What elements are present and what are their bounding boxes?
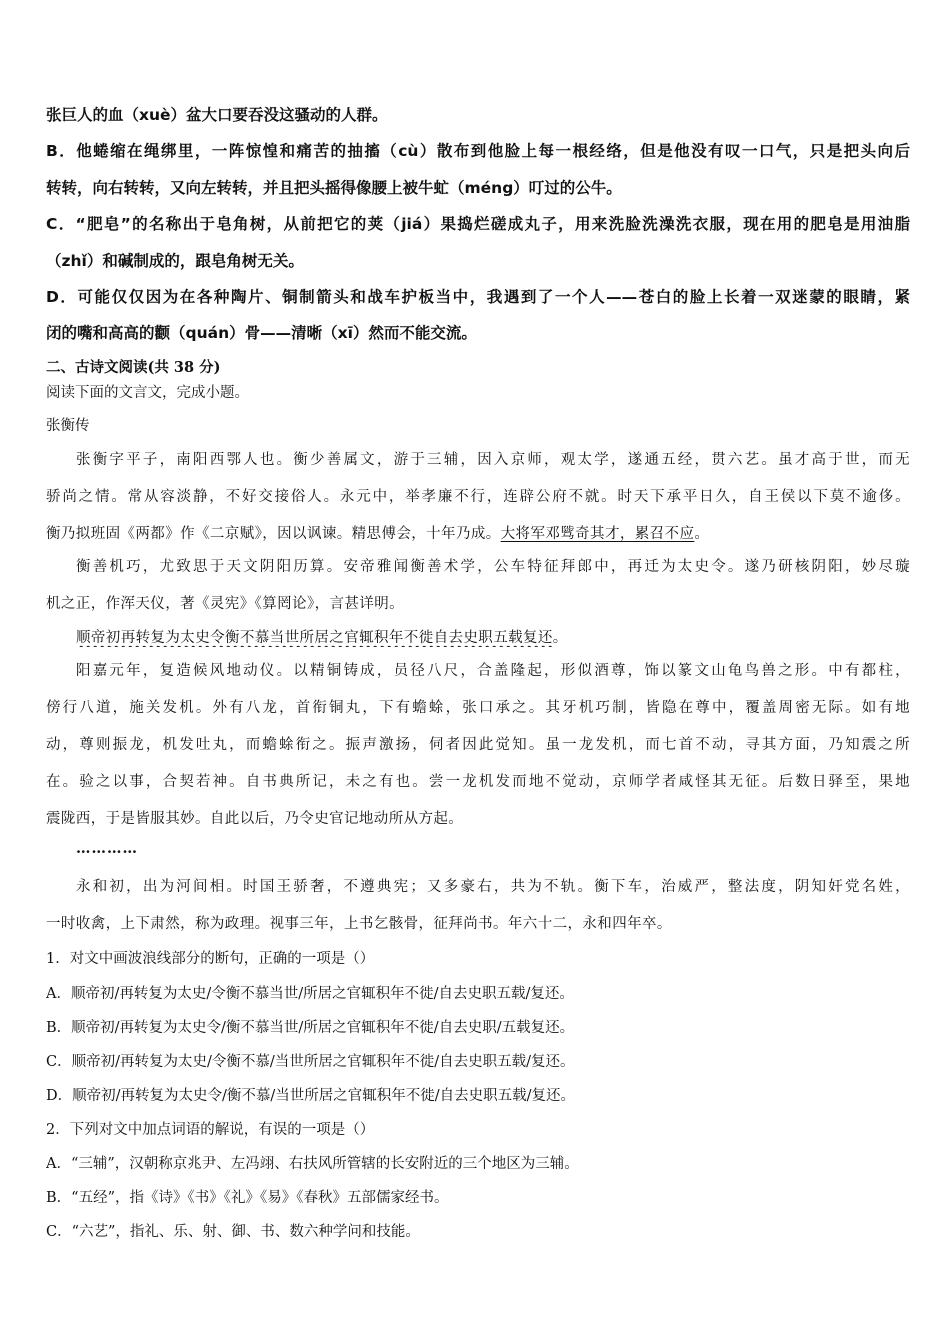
- option-c-line-1: C．“肥皂”的名称出于皂角树，从前把它的荚（jiá）果捣烂磋成丸子，用来洗脸洗澡洗衣服，现在用的肥皂是用油脂: [46, 215, 910, 233]
- passage-line: 在。验之以事，合契若神。自书典所记，未之有也。尝一龙机发而地不觉动，京师学者咸怪其无征。后数日驿至，果地: [46, 774, 910, 790]
- passage-text: 。: [694, 526, 710, 542]
- passage-title: 张衡传: [46, 418, 90, 434]
- passage-line: 衡善机巧，尤致思于天文阴阳历算。安帝雅闻衡善术学，公车特征拜郎中，再迁为太史令。遂乃研核阴阳，妙尽璇: [76, 559, 910, 575]
- wavy-underlined-sentence: 顺帝初再转复为太史令衡不慕当世所居之官辄积年不徙自去史职五载复还: [76, 630, 553, 646]
- question-2: 2．下列对文中加点词语的解说，有误的一项是（）: [46, 1122, 375, 1138]
- question-1: 1．对文中画波浪线部分的断句，正确的一项是（）: [46, 951, 375, 967]
- question-1-option-b[interactable]: B．顺帝初/再转复为太史令/衡不慕当世/所居之官辄积年不徙/自去史职/五载复还。: [46, 1020, 575, 1036]
- question-1-option-a[interactable]: A．顺帝初/再转复为太史/令衡不慕当世/所居之官辄积年不徙/自去史职五载/复还。: [46, 986, 574, 1002]
- question-1-option-d[interactable]: D．顺帝初/再转复为太史令/衡不慕/当世所居之官辄积年不徙/自去史职五载/复还。: [46, 1088, 576, 1104]
- option-d-line-2: 闭的嘴和高高的颧（quán）骨——清晰（xī）然而不能交流。: [46, 324, 477, 342]
- passage-line: 机之正，作浑天仪，著《灵宪》《算罔论》，言甚详明。: [46, 596, 404, 612]
- option-b-line-1: B．他蜷缩在绳绑里，一阵惊惶和痛苦的抽搐（cù）散布到他脸上每一根经络，但是他没有叹一口气，只是把头向后: [46, 142, 910, 160]
- option-b-line-2: 转转，向右转转，又向左转转，并且把头摇得像腰上被牛虻（méng）叮过的公牛。: [46, 179, 622, 197]
- passage-line: 一时收禽，上下肃然，称为政理。视事三年，上书乞骸骨，征拜尚书。年六十二，永和四年卒。: [46, 916, 672, 932]
- passage-line: 震陇西，于是皆服其妙。自此以后，乃令史官记地动所从方起。: [46, 811, 464, 827]
- option-c-line-2: （zhǐ）和碱制成的，跟皂角树无关。: [46, 252, 304, 270]
- ellipsis: …………: [76, 840, 138, 857]
- section-instruction: 阅读下面的文言文，完成小题。: [46, 385, 249, 401]
- passage-line: 动，尊则振龙，机发吐丸，而蟾蜍衔之。振声激扬，伺者因此觉知。虽一龙发机，而七首不动，寻其方面，乃知震之所: [46, 737, 910, 753]
- passage-text: 。: [552, 630, 568, 646]
- passage-line: [46, 522, 910, 543]
- question-1-option-c[interactable]: C．顺帝初/再转复为太史/令衡不慕/当世所居之官辄积年不徙/自去史职五载/复还。: [46, 1054, 575, 1070]
- underlined-sentence: 大将军邓骘奇其才，累召不应: [500, 526, 695, 542]
- passage-text: 衡乃拟班固《两都》作《二京赋》，因以讽谏。精思傅会，十年乃成。: [46, 526, 501, 542]
- passage-line: [76, 626, 910, 647]
- section-heading: 二、古诗文阅读(共 38 分): [46, 359, 221, 376]
- passage-line: 阳嘉元年，复造候风地动仪。以精铜铸成，员径八尺，合盖隆起，形似酒尊，饰以篆文山龟鸟兽之形。中有都柱，: [76, 663, 910, 679]
- question-2-option-b[interactable]: B．“五经”，指《诗》《书》《礼》《易》《春秋》五部儒家经书。: [46, 1190, 449, 1206]
- question-2-option-c[interactable]: C．“六艺”，指礼、乐、射、御、书、数六种学问和技能。: [46, 1224, 420, 1240]
- passage-line: 张衡字平子，南阳西鄂人也。衡少善属文，游于三辅，因入京师，观太学，遂通五经，贯六艺。虽才高于世，而无: [76, 452, 910, 468]
- question-2-option-a[interactable]: A．“三辅”，汉朝称京兆尹、左冯翊、右扶风所管辖的长安附近的三个地区为三辅。: [46, 1156, 579, 1172]
- passage-line: 骄尚之情。常从容淡静，不好交接俗人。永元中，举孝廉不行，连辟公府不就。时天下承平日久，自王侯以下莫不逾侈。: [46, 489, 910, 505]
- passage-line: 永和初，出为河间相。时国王骄奢，不遵典宪；又多豪右，共为不轨。衡下车，治威严，整法度，阴知奸党名姓，: [76, 879, 910, 895]
- passage-line: 傍行八道，施关发机。外有八龙，首衔铜丸，下有蟾蜍，张口承之。其牙机巧制，皆隐在尊中，覆盖周密无际。如有地: [46, 700, 910, 716]
- option-d-line-1: D．可能仅仅因为在各种陶片、铜制箭头和战车护板当中，我遇到了一个人——苍白的脸上长着一双迷蒙的眼睛，紧: [46, 288, 910, 306]
- option-a-continuation: 张巨人的血（xuè）盆大口要吞没这骚动的人群。: [46, 106, 388, 124]
